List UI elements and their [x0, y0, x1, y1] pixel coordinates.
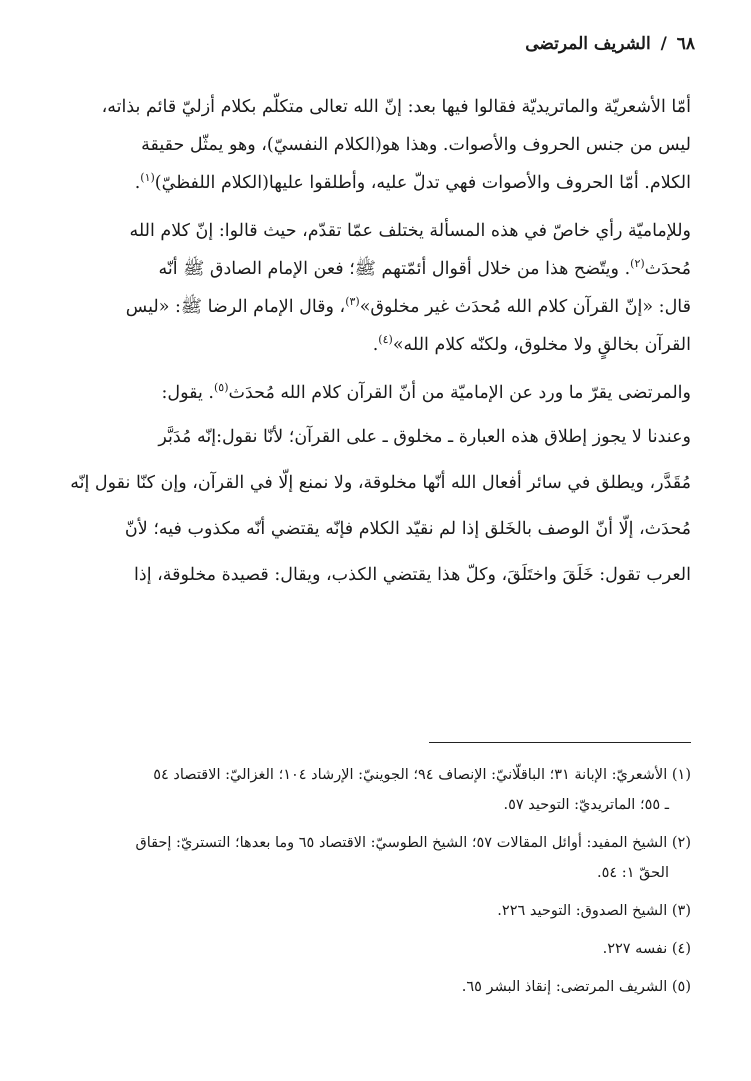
footnote-3: (٣) الشيخ الصدوق: التوحيد ٢٢٦.: [497, 903, 691, 919]
text-line-6-cont: ، وقال الإمام الرضا: [207, 297, 346, 317]
footnote-2: (٢) الشيخ المفيد: أوائل المقالات ٥٧؛ الشيخ الطوسيّ: الاقتصاد ٦٥ وما بعدها؛ التستريّ: إحقاق: [135, 835, 691, 851]
honorific-rida: ﷺ: [180, 297, 202, 317]
text-line-9: وعندنا لا يجوز إطلاق هذه العبارة ـ مخلوق ـ على القرآن؛ لأنّا نقول:إنّه مُدَبَّر: [158, 427, 691, 447]
text-line-7: [59, 326, 691, 364]
text-line-12: العرب تقول: خَلَقَ واختَلَقَ، وكلّ هذا يقتضي الكذب، ويقال: قصيدة مخلوقة، إذا: [134, 565, 691, 585]
text-line-8-end: . يقول:: [161, 383, 214, 403]
footnote-1: (١) الأشعريّ: الإبانة ٣١؛ الباقلّانيّ: الإنصاف ٩٤؛ الجوينيّ: الإرشاد ١٠٤؛ الغزاليّ: الاقتصاد ٥٤: [153, 767, 691, 783]
text-line-11: مُحدَث، إلّا أنّ الوصف بالخَلق إذا لم نقيّد الكلام فإنّه يقتضي أنّه مكذوب فيه؛ لأنّ: [124, 519, 691, 539]
text-line-6-start: قال: «إنّ القرآن كلام الله مُحدَث غير مخلوق»: [359, 297, 691, 317]
text-line-10: مُقَدَّر، ويطلق في سائر أفعال الله أنّها مخلوقة، ولا نمنع إلّا في القرآن، وإن كنّا نقول إنّه: [70, 473, 691, 493]
text-line-1: أمّا الأشعريّة والماتريديّة فقالوا فيها بعد: إنّ الله تعالى متكلّم بكلام أزليّ قائم بذاته،: [101, 97, 691, 117]
text-line-5-start: مُحدَث: [644, 259, 691, 279]
text-line-8: [59, 374, 691, 412]
text-line-6: [59, 288, 691, 326]
period-2: .: [372, 335, 379, 355]
text-line-5-cont: . ويتّضح هذا من خلال أقوال أئمّتهم: [381, 259, 631, 279]
footnote-mark-4: (٤): [378, 333, 393, 347]
text-line-5-end: أنّه: [158, 259, 178, 279]
text-line-4: وللإماميّة رأي خاصّ في هذه المسألة يختلف عمّا تقدّم، حيث قالوا: إنّ كلام الله: [129, 221, 691, 241]
text-line-8-text: والمرتضى يقرّ ما ورد عن الإماميّة من أنّ القرآن كلام الله مُحدَث: [228, 383, 691, 403]
footnote-1-cont: ـ ٥٥؛ الماتريديّ: التوحيد ٥٧.: [503, 797, 669, 813]
running-header: [525, 34, 695, 54]
honorific-plural: ﷺ: [354, 259, 376, 279]
period: .: [134, 173, 141, 193]
text-line-7-text: القرآن بخالقٍ ولا مخلوق، ولكنّه كلام الله»: [392, 335, 691, 355]
honorific-sadiq: ﷺ: [183, 259, 205, 279]
header-separator: /: [660, 34, 667, 54]
footnote-separator-rule: [429, 742, 691, 743]
main-text: [59, 88, 691, 602]
footnote-5: (٥) الشريف المرتضى: إنقاذ البشر ٦٥.: [461, 979, 691, 995]
footnote-mark-3: (٣): [345, 295, 360, 309]
running-title: الشريف المرتضى: [525, 34, 651, 54]
footnote-mark-5: (٥): [213, 381, 229, 395]
footnote-4: (٤) نفسه ٢٢٧.: [602, 941, 691, 957]
footnote-mark-2: (٢): [630, 257, 645, 271]
text-line-3: [59, 164, 691, 202]
text-line-5: [59, 250, 691, 288]
text-line-2: ليس من جنس الحروف والأصوات. وهذا هو(الكلام النفسيّ)، وهو يمثّل حقيقة: [141, 135, 691, 155]
footnote-2-cont: الحقّ ١: ٥٤.: [597, 865, 669, 881]
footnotes: [59, 760, 691, 1002]
footnote-mark-1: (١): [140, 171, 155, 185]
text-line-3-text: الكلام. أمّا الحروف والأصوات فهي تدلّ عليه، وأطلقوا عليها(الكلام اللفظيّ): [154, 173, 691, 193]
page-number: ٦٨: [676, 34, 695, 54]
text-line-6-end: : «ليس: [125, 297, 181, 317]
text-line-5-cont2: ؛ فعن الإمام الصادق: [209, 259, 355, 279]
